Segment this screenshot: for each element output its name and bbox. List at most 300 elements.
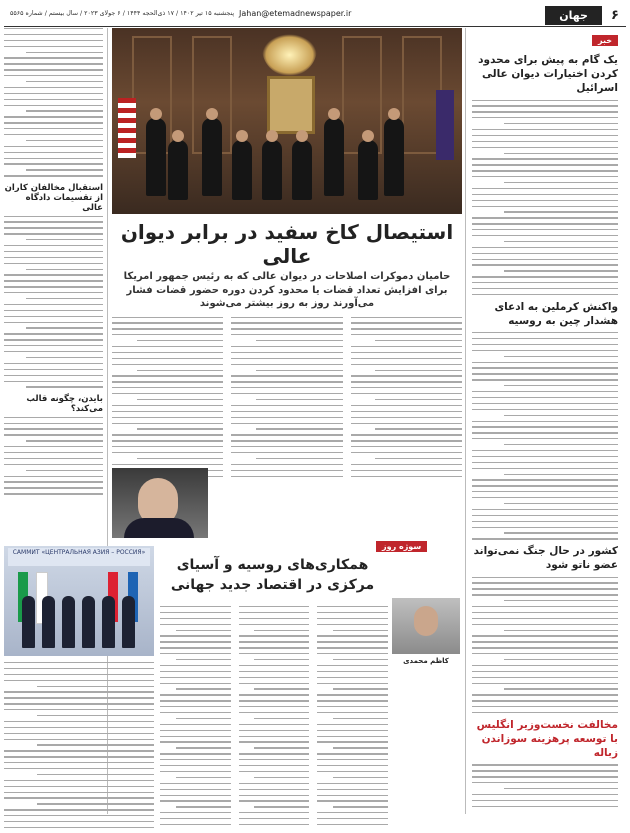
text-line	[472, 509, 618, 510]
text-line	[472, 653, 618, 654]
text-line	[375, 399, 462, 400]
text-line	[317, 730, 388, 731]
text-line	[231, 470, 342, 471]
text-line	[4, 280, 103, 281]
text-line	[4, 452, 103, 453]
main-subhead: حامیان دموکرات اصلاحات در دیوان عالی که به رئیس جمهور امریکا برای افزایش تعداد قضات یا محدود کردن دوره حضور قضات فشار می‌آورند روز به روز بیشتر می‌شوند	[123, 271, 451, 309]
text-line	[472, 782, 618, 783]
text-line	[112, 364, 223, 365]
text-line	[137, 458, 224, 459]
text-line	[317, 789, 388, 790]
text-line	[231, 440, 342, 441]
text-line	[26, 239, 103, 240]
text-line	[112, 434, 223, 435]
text-line	[4, 809, 154, 810]
text-line	[112, 346, 223, 347]
text-line	[317, 800, 388, 801]
text-line	[4, 691, 154, 692]
text-line	[375, 340, 462, 341]
text-line	[160, 647, 231, 648]
text-line	[4, 434, 103, 435]
text-line	[160, 706, 231, 707]
text-line	[4, 304, 103, 305]
text-line	[504, 688, 618, 689]
text-line	[472, 379, 618, 380]
text-line	[4, 762, 154, 763]
text-line	[37, 686, 154, 687]
summit-caption-body	[4, 662, 154, 833]
text-line	[472, 350, 618, 351]
text-line	[333, 630, 388, 631]
text-line	[160, 765, 231, 766]
text-line	[351, 352, 462, 353]
text-line	[504, 659, 618, 660]
text-line	[472, 706, 618, 707]
text-line	[375, 458, 462, 459]
text-line	[317, 641, 388, 642]
text-line	[333, 747, 388, 748]
text-line	[137, 370, 224, 371]
text-line	[472, 176, 618, 177]
text-line	[256, 340, 343, 341]
text-line	[4, 703, 154, 704]
text-line	[112, 358, 223, 359]
text-line	[472, 247, 618, 248]
text-line	[4, 75, 103, 76]
text-line	[112, 411, 223, 412]
text-line	[231, 375, 342, 376]
text-line	[26, 81, 103, 82]
text-line	[472, 712, 618, 713]
text-line	[472, 362, 618, 363]
text-line	[160, 789, 231, 790]
text-line	[112, 423, 223, 424]
text-line	[4, 292, 103, 293]
text-line	[239, 818, 310, 819]
text-line	[4, 34, 103, 35]
text-line	[160, 606, 231, 607]
text-line	[472, 264, 618, 265]
text-line	[472, 497, 618, 498]
text-line	[4, 286, 103, 287]
text-line	[160, 712, 231, 713]
text-line	[375, 428, 462, 429]
header-email[interactable]: Jahan@etemadnewspaper.ir	[239, 9, 352, 18]
text-line	[472, 332, 618, 333]
text-line	[472, 421, 618, 422]
text-line	[112, 446, 223, 447]
text-line	[472, 806, 618, 807]
court-flag-icon	[436, 90, 454, 160]
text-line	[317, 724, 388, 725]
text-line	[176, 630, 231, 631]
text-line	[472, 100, 618, 101]
portrait-icon	[267, 76, 315, 134]
text-line	[472, 170, 618, 171]
text-line	[239, 812, 310, 813]
text-line	[4, 69, 103, 70]
text-line	[160, 771, 231, 772]
text-line	[256, 428, 343, 429]
text-line	[4, 175, 103, 176]
story2-body	[160, 606, 388, 830]
text-line	[112, 322, 223, 323]
text-line	[472, 117, 618, 118]
text-line	[4, 221, 103, 222]
text-line	[231, 405, 342, 406]
text-line	[112, 328, 223, 329]
text-line	[4, 668, 154, 669]
text-line	[472, 485, 618, 486]
text-line	[4, 257, 103, 258]
text-line	[239, 771, 310, 772]
text-line	[239, 730, 310, 731]
text-line	[317, 795, 388, 796]
text-line	[472, 450, 618, 451]
text-line	[37, 803, 154, 804]
summit-photo	[4, 546, 154, 656]
text-line	[317, 647, 388, 648]
story2-tag: سوژه روز	[376, 541, 427, 552]
text-line	[254, 806, 309, 807]
text-line	[231, 452, 342, 453]
text-line	[472, 515, 618, 516]
main-body	[112, 317, 462, 482]
text-line	[239, 677, 310, 678]
text-line	[4, 40, 103, 41]
text-line	[160, 665, 231, 666]
text-line	[160, 730, 231, 731]
text-line	[4, 216, 103, 217]
text-line	[254, 777, 309, 778]
text-line	[37, 715, 154, 716]
text-line	[4, 464, 103, 465]
text-line	[472, 229, 618, 230]
text-line	[472, 206, 618, 207]
text-line	[351, 317, 462, 318]
text-line	[4, 105, 103, 106]
text-line	[472, 391, 618, 392]
text-line	[472, 294, 618, 295]
text-line	[239, 789, 310, 790]
text-line	[160, 641, 231, 642]
text-line	[317, 700, 388, 701]
text-line	[239, 783, 310, 784]
text-line	[231, 358, 342, 359]
text-line	[4, 57, 103, 58]
text-line	[26, 298, 103, 299]
text-line	[504, 241, 618, 242]
text-line	[472, 403, 618, 404]
text-line	[472, 671, 618, 672]
news-rail	[465, 28, 618, 814]
text-line	[26, 269, 103, 270]
text-line	[4, 369, 103, 370]
text-line	[472, 158, 618, 159]
text-line	[504, 630, 618, 631]
text-line	[160, 635, 231, 636]
text-line	[4, 768, 154, 769]
text-line	[472, 665, 618, 666]
text-line	[4, 821, 154, 822]
text-line	[351, 411, 462, 412]
text-line	[160, 683, 231, 684]
text-line	[239, 700, 310, 701]
text-line	[351, 322, 462, 323]
text-line	[472, 397, 618, 398]
text-line	[472, 409, 618, 410]
text-line	[472, 770, 618, 771]
text-line	[239, 683, 310, 684]
text-line	[317, 671, 388, 672]
text-line	[351, 440, 462, 441]
text-line	[472, 105, 618, 106]
text-line	[317, 712, 388, 713]
text-line	[351, 364, 462, 365]
text-line	[4, 739, 154, 740]
text-line	[231, 364, 342, 365]
text-line	[4, 339, 103, 340]
text-line	[254, 718, 309, 719]
text-line	[160, 783, 231, 784]
text-line	[239, 671, 310, 672]
summit-banner: САММИТ «ЦЕНТРАЛЬНАЯ АЗИЯ – РОССИЯ»	[8, 548, 150, 566]
text-line	[472, 606, 618, 607]
header-date: پنجشنبه ۱۵ تیر ۱۴۰۲ / ۱۷ ذی‌الحجه ۱۴۴۴ / ۶ جولای ۲۰۲۳ / سال بیستم / شماره ۵۵۶۵	[10, 10, 235, 17]
text-line	[26, 169, 103, 170]
text-line	[472, 141, 618, 142]
text-line	[112, 352, 223, 353]
text-line	[472, 588, 618, 589]
rail-story2-headline: واکنش کرملین به ادعای هشدار چین به روسیه	[494, 300, 618, 327]
text-line	[4, 680, 154, 681]
main-headline: استیصال کاخ سفید در برابر دیوان عالی	[120, 220, 454, 268]
text-line	[351, 446, 462, 447]
text-line	[239, 694, 310, 695]
page-number: ۶	[611, 7, 619, 23]
text-line	[26, 52, 103, 53]
text-line	[4, 46, 103, 47]
text-line	[26, 440, 103, 441]
text-line	[239, 653, 310, 654]
text-line	[4, 815, 154, 816]
text-line	[351, 476, 462, 477]
text-line	[254, 688, 309, 689]
text-line	[333, 659, 388, 660]
text-line	[160, 700, 231, 701]
text-line	[317, 812, 388, 813]
text-line	[4, 152, 103, 153]
text-line	[239, 712, 310, 713]
text-line	[4, 245, 103, 246]
text-line	[160, 624, 231, 625]
author-photo	[392, 598, 460, 654]
text-line	[231, 464, 342, 465]
text-line	[4, 721, 154, 722]
text-line	[472, 164, 618, 165]
text-line	[239, 647, 310, 648]
text-line	[4, 251, 103, 252]
text-line	[472, 432, 618, 433]
text-line	[4, 333, 103, 334]
text-line	[351, 464, 462, 465]
text-line	[4, 493, 103, 494]
text-line	[4, 122, 103, 123]
text-line	[160, 800, 231, 801]
text-line	[351, 387, 462, 388]
text-line	[472, 618, 618, 619]
text-line	[37, 744, 154, 745]
text-line	[231, 381, 342, 382]
text-line	[472, 527, 618, 528]
section-tab: جهان	[545, 6, 602, 25]
text-line	[4, 351, 103, 352]
text-line	[472, 479, 618, 480]
text-line	[472, 764, 618, 765]
text-line	[256, 458, 343, 459]
text-line	[504, 503, 618, 504]
text-line	[37, 774, 154, 775]
text-line	[160, 671, 231, 672]
senator-photo	[112, 468, 208, 538]
text-line	[231, 387, 342, 388]
text-line	[472, 235, 618, 236]
text-line	[26, 327, 103, 328]
text-line	[472, 147, 618, 148]
text-line	[239, 765, 310, 766]
text-line	[239, 606, 310, 607]
left-box2-title: بایدن، چگونه قالب می‌کند؟	[26, 393, 103, 414]
text-line	[160, 724, 231, 725]
text-line	[4, 274, 103, 275]
text-line	[317, 694, 388, 695]
text-line	[472, 521, 618, 522]
text-line	[333, 806, 388, 807]
text-line	[160, 824, 231, 825]
text-line	[504, 788, 618, 789]
text-line	[112, 334, 223, 335]
text-line	[231, 346, 342, 347]
text-line	[351, 381, 462, 382]
text-line	[504, 270, 618, 271]
text-line	[137, 428, 224, 429]
text-line	[160, 741, 231, 742]
text-line	[472, 253, 618, 254]
text-line	[239, 635, 310, 636]
text-line	[351, 328, 462, 329]
text-line	[231, 328, 342, 329]
text-line	[333, 777, 388, 778]
text-line	[472, 344, 618, 345]
text-line	[231, 423, 342, 424]
text-line	[4, 797, 154, 798]
rail-story4-body	[472, 764, 618, 807]
text-line	[317, 683, 388, 684]
text-line	[4, 363, 103, 364]
text-line	[137, 399, 224, 400]
text-line	[160, 677, 231, 678]
text-line	[317, 759, 388, 760]
text-line	[4, 756, 154, 757]
text-line	[160, 736, 231, 737]
text-line	[472, 282, 618, 283]
text-line	[472, 491, 618, 492]
text-line	[4, 146, 103, 147]
text-line	[231, 411, 342, 412]
text-line	[26, 110, 103, 111]
text-line	[26, 140, 103, 141]
text-line	[112, 387, 223, 388]
text-line	[472, 223, 618, 224]
text-line	[26, 386, 103, 387]
text-line	[4, 417, 103, 418]
text-line	[4, 476, 103, 477]
text-line	[333, 688, 388, 689]
text-line	[239, 824, 310, 825]
text-line	[351, 358, 462, 359]
text-line	[4, 316, 103, 317]
text-line	[472, 538, 618, 539]
text-line	[4, 487, 103, 488]
text-line	[231, 334, 342, 335]
text-line	[472, 338, 618, 339]
text-line	[4, 233, 103, 234]
text-line	[231, 322, 342, 323]
text-line	[351, 375, 462, 376]
text-line	[4, 134, 103, 135]
text-line	[351, 434, 462, 435]
text-line	[504, 123, 618, 124]
text-line	[317, 824, 388, 825]
text-line	[317, 677, 388, 678]
text-line	[317, 818, 388, 819]
text-line	[317, 618, 388, 619]
text-line	[317, 606, 388, 607]
text-line	[504, 153, 618, 154]
text-line	[472, 288, 618, 289]
text-line	[472, 577, 618, 578]
text-line	[4, 786, 154, 787]
text-line	[4, 322, 103, 323]
text-line	[112, 317, 223, 318]
rail-story1-headline: یک گام به پیش برای محدود کردن اختیارات دیوان عالی اسرائیل	[478, 54, 618, 95]
text-line	[160, 795, 231, 796]
page-header	[4, 4, 626, 27]
text-line	[176, 806, 231, 807]
text-line	[317, 653, 388, 654]
text-line	[351, 417, 462, 418]
text-line	[351, 423, 462, 424]
text-line	[472, 276, 618, 277]
rail-story3-body	[472, 577, 618, 714]
text-line	[375, 370, 462, 371]
text-line	[472, 641, 618, 642]
text-line	[239, 736, 310, 737]
text-line	[4, 697, 154, 698]
text-line	[4, 780, 154, 781]
text-line	[112, 464, 223, 465]
text-line	[472, 129, 618, 130]
text-line	[472, 456, 618, 457]
text-line	[112, 381, 223, 382]
text-line	[231, 317, 342, 318]
rail-story1-body	[472, 100, 618, 296]
text-line	[160, 812, 231, 813]
text-line	[351, 346, 462, 347]
text-line	[137, 340, 224, 341]
text-line	[254, 747, 309, 748]
text-line	[160, 753, 231, 754]
